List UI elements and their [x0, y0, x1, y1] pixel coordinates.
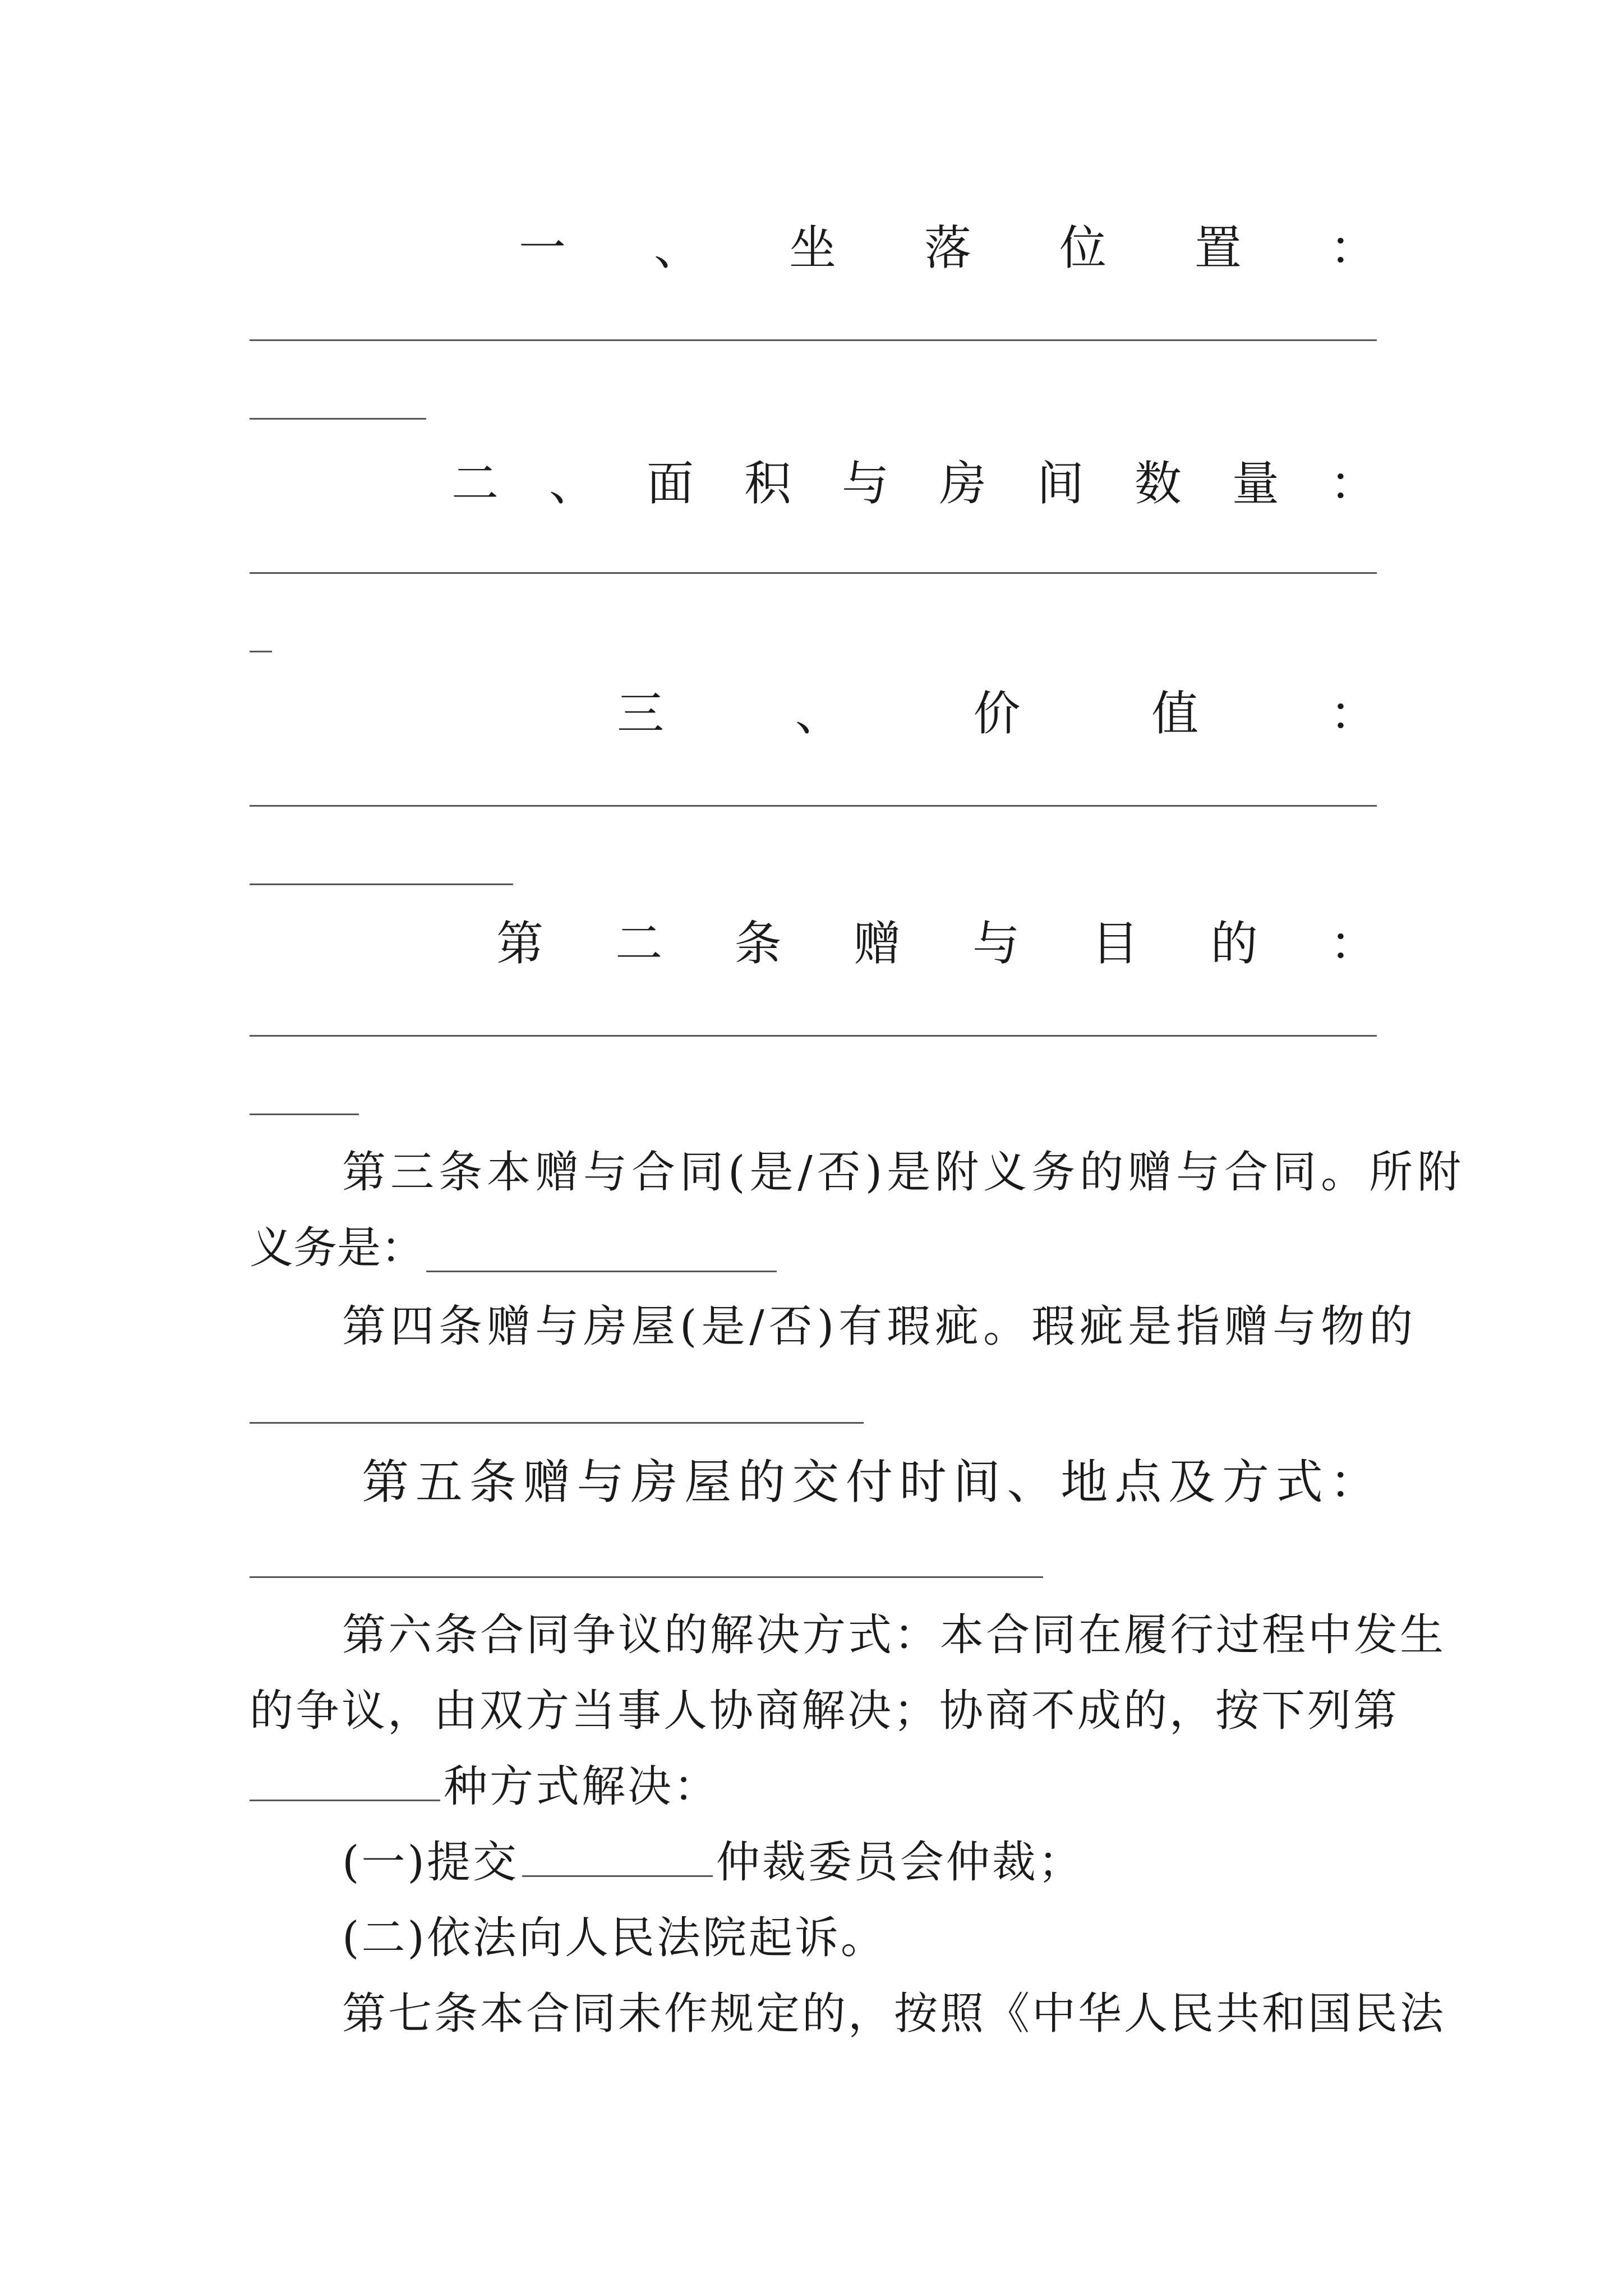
heading-char: 与: [972, 915, 1020, 971]
location-fill-line-cont: [250, 418, 426, 420]
value-fill-line-cont: [250, 884, 513, 885]
article6-line3: [250, 1756, 720, 1818]
article6-text-3: 种方式解决：: [444, 1761, 720, 1812]
heading-char: 式: [1275, 1454, 1323, 1510]
heading-char: 数: [1134, 455, 1182, 511]
heading-char: 值: [1151, 685, 1199, 741]
heading-char: 赠: [523, 1454, 570, 1510]
heading-char: 赠: [853, 915, 901, 971]
article7-text: 第七条本合同未作规定的，按照《中华人民共和国民法: [342, 1989, 1446, 2039]
heading-char: 、: [653, 220, 701, 275]
option2-text: (二)依法向人民法院起诉。: [342, 1913, 887, 1963]
heading-char: 五: [415, 1454, 463, 1510]
heading-char: 二: [615, 915, 663, 971]
heading-char: 坐: [789, 220, 836, 275]
heading-char: ：: [1329, 685, 1377, 741]
article3-line1: [342, 1142, 1466, 1203]
heading-char: 的: [738, 1454, 786, 1510]
heading-char: ：: [1329, 455, 1377, 511]
option1-suffix: 仲裁委员会仲裁；: [716, 1837, 1084, 1888]
option1-prefix: (一)提交: [342, 1837, 519, 1888]
area-fill-line-cont: [250, 651, 272, 652]
heading-char: 、: [1007, 1454, 1054, 1510]
article3-text: 第三条本赠与合同(是/否)是附义务的赠与合同。所附: [342, 1147, 1466, 1198]
article3-line2: [250, 1217, 425, 1279]
heading-char: 量: [1232, 455, 1279, 511]
article2-fill-line-cont: [250, 1114, 359, 1115]
article3-blank: [426, 1271, 777, 1272]
area-fill-line: [250, 572, 1377, 574]
heading-char: 的: [1210, 915, 1258, 971]
heading-char: 、: [795, 685, 842, 741]
article7-line1: [342, 1983, 1446, 2045]
heading-char: 点: [1114, 1454, 1162, 1510]
heading-char: ：: [1329, 915, 1377, 971]
heading-char: 交: [792, 1454, 840, 1510]
article6-text-2: 的争议，由双方当事人协商解决；协商不成的，按下列第: [250, 1686, 1400, 1736]
article6-option2: [342, 1907, 887, 1969]
heading-char: 房: [939, 455, 986, 511]
heading-char: 第: [362, 1454, 409, 1510]
article3-obligation-label: 义务是：: [250, 1223, 425, 1273]
heading-char: 条: [469, 1454, 517, 1510]
article5-blank: [250, 1576, 1043, 1578]
heading-char: 地: [1061, 1454, 1108, 1510]
article2-fill-line: [250, 1035, 1377, 1037]
heading-char: 落: [924, 220, 971, 275]
location-fill-line: [250, 339, 1377, 341]
article6-option1: [342, 1832, 1084, 1893]
heading-char: 价: [973, 685, 1021, 741]
heading-char: 条: [734, 915, 782, 971]
heading-char: 付: [845, 1454, 893, 1510]
heading-char: 方: [1222, 1454, 1270, 1510]
area-heading: [250, 449, 1377, 510]
heading-char: ：: [1329, 1454, 1377, 1510]
heading-char: 及: [1168, 1454, 1216, 1510]
heading-char: 置: [1194, 220, 1242, 275]
value-heading: [250, 679, 1377, 740]
heading-char: 二: [451, 455, 499, 511]
heading-char: 屋: [684, 1454, 732, 1510]
heading-char: 第: [496, 915, 544, 971]
heading-char: 与: [577, 1454, 624, 1510]
article6-line1: [342, 1604, 1446, 1666]
heading-char: 面: [646, 455, 694, 511]
heading-char: 位: [1059, 220, 1106, 275]
location-heading: [250, 213, 1377, 275]
article6-method-blank: [250, 1766, 440, 1801]
arbitration-commission-blank: [522, 1842, 713, 1877]
article4-blank: [250, 1422, 864, 1424]
heading-char: 目: [1091, 915, 1139, 971]
heading-char: 、: [548, 455, 596, 511]
heading-char: 间: [1036, 455, 1084, 511]
heading-char: 房: [630, 1454, 678, 1510]
heading-char: 积: [744, 455, 791, 511]
heading-char: ：: [1329, 220, 1377, 275]
article6-line2: [250, 1680, 1400, 1742]
heading-char: 与: [841, 455, 889, 511]
heading-char: 时: [899, 1454, 947, 1510]
heading-char: 一: [519, 220, 566, 275]
article2-heading: [250, 909, 1377, 970]
article5-heading: [250, 1447, 1377, 1509]
value-fill-line: [250, 805, 1377, 807]
article4-line1: [342, 1296, 1418, 1358]
heading-char: 间: [953, 1454, 1000, 1510]
article6-text-1: 第六条合同争议的解决方式：本合同在履行过程中发生: [342, 1610, 1446, 1660]
heading-char: 三: [617, 685, 665, 741]
article4-text: 第四条赠与房屋(是/否)有瑕疵。瑕疵是指赠与物的: [342, 1301, 1418, 1352]
